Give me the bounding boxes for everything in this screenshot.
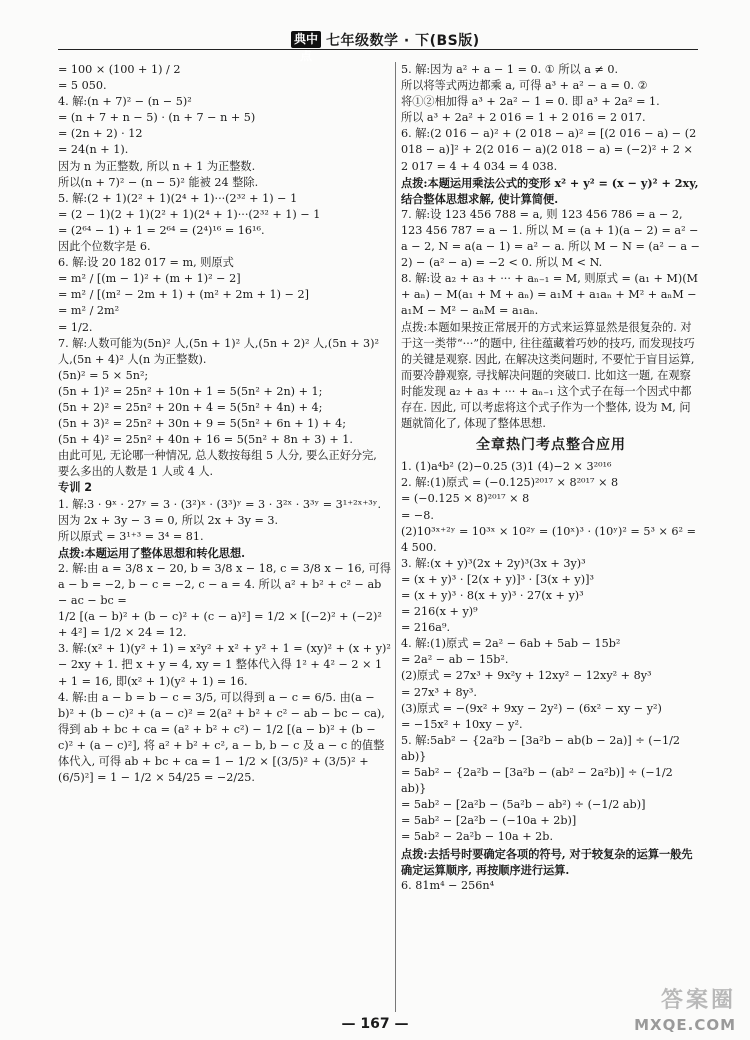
answer-line: 5. 解:(2 + 1)(2² + 1)(2⁴ + 1)···(2³² + 1) − 1 (58, 191, 298, 205)
answer-line: 7. 解:人数可能为(5n)² 人,(5n + 1)² 人,(5n + 2)² 人,(5n + 3)² 人,(5n + 4)² 人(n 为正整数). (58, 336, 379, 366)
answer-line: = m² / [(m² − 2m + 1) + (m² + 2m + 1) − 2] (58, 288, 310, 302)
answer-line: = 27x³ + 8y³. (401, 685, 477, 699)
answer-line: 3. 解:(x + y)³(2x + 2y)³(3x + 3y)³ (401, 556, 586, 570)
book-logo: 典中点 (291, 31, 321, 48)
answer-line: = (x + y)³ · 8(x + y)³ · 27(x + y)³ (401, 589, 584, 602)
answer-line: 1. 解:3 · 9ˣ · 27ʸ = 3 · (3²)ˣ · (3³)ʸ = 3 · 3²ˣ · 3³ʸ = 3¹⁺²ˣ⁺³ʸ. (58, 497, 382, 511)
answer-line: 因为 n 为正整数, 所以 n + 1 为正整数. (58, 159, 256, 173)
answer-line: 所以 a³ + 2a² + 2 016 = 1 + 2 016 = 2 017. (401, 111, 646, 125)
section-title: 全章热门考点整合应用 (476, 437, 626, 454)
book-title: 七年级数学 · 下(BS版) (326, 33, 480, 49)
answer-line: = 5ab² − 2a²b − 10a + 2b. (401, 830, 553, 844)
answer-line: = 5ab² − [2a²b − (5a²b − ab²) ÷ (−1/2 ab)] (401, 798, 646, 812)
answer-line: = 5 050. (58, 79, 107, 93)
answer-line: (5n + 2)² = 25n² + 20n + 4 = 5(5n² + 4n) + 4; (58, 400, 323, 414)
answer-line: 6. 解:设 20 182 017 = m, 则原式 (58, 256, 234, 270)
answer-line: 1/2 [(a − b)² + (b − c)² + (c − a)²] = 1/2 × [(−2)² + (−2)² + 4²] = 1/2 × 24 = 12. (58, 610, 382, 640)
answer-line: 所以(n + 7)² − (n − 5)² 能被 24 整除. (58, 175, 259, 189)
answer-line: (5n + 4)² = 25n² + 40n + 16 = 5(5n² + 8n + 3) + 1. (58, 433, 353, 447)
answer-line: 4. 解:(1)原式 = 2a² − 6ab + 5ab − 15b² (401, 637, 621, 651)
tip-line: 点拨:去括号时要确定各项的符号, 对于较复杂的运算一般先确定运算顺序, 再按顺序进行运算. (401, 846, 693, 877)
answer-line: = m² / [(m − 1)² + (m + 1)² − 2] (58, 272, 241, 286)
answer-line: = 24(n + 1). (58, 143, 129, 157)
answer-line: = 2a² − ab − 15b². (401, 653, 509, 667)
page-number: — 167 — (341, 1016, 409, 1032)
answer-line: = 1/2. (58, 320, 93, 334)
watermark-logo: 答案圈 (660, 988, 736, 1013)
answer-line: 因为 2x + 3y − 3 = 0, 所以 2x + 3y = 3. (58, 513, 279, 527)
page-header (0, 0, 750, 63)
answer-line: = 216a⁹. (401, 621, 450, 635)
answer-line: 3. 解:(x² + 1)(y² + 1) = x²y² + x² + y² + 1 = (xy)² + (x + y)² − 2xy + 1. 把 x + y = 4, xy = 1 整体代入得 1² + 4² − 2 × 1 + 1 = 16, 即(x² + 1)(y² + 1) = 16. (58, 642, 391, 688)
left-column (58, 62, 391, 786)
answer-line: 将①②相加得 a³ + 2a² − 1 = 0. 即 a³ + 2a² = 1. (401, 95, 660, 109)
answer-line: = −8. (401, 508, 434, 522)
answer-line: 4. 解:(n + 7)² − (n − 5)² (58, 95, 192, 109)
answer-line: = 100 × (100 + 1) / 2 (58, 63, 181, 76)
answer-line: = 5ab² − [2a²b − (−10a + 2b)] (401, 814, 577, 828)
tip-line: 点拨:本题运用了整体思想和转化思想. (58, 545, 246, 560)
answer-line: 5. 解:5ab² − {2a²b − [3a²b − ab(b − 2a)] ÷ (−1/2 ab)} (401, 733, 681, 763)
answer-line: (5n)² = 5 × 5n²; (58, 368, 149, 382)
answer-line: = (2⁶⁴ − 1) + 1 = 2⁶⁴ = (2⁴)¹⁶ = 16¹⁶. (58, 223, 265, 237)
answer-line: 6. 解:(2 016 − a)² + (2 018 − a)² = [(2 016 − a) − (2 018 − a)]² + 2(2 016 − a)(2 018 − a) = (−2)² + 2 × 2 017 = 4 + 4 034 = 4 038. (401, 127, 697, 173)
answer-line: 所以将等式两边都乘 a, 可得 a³ + a² − a = 0. ② (401, 79, 648, 93)
answer-line: 4. 解:由 a − b = b − c = 3/5, 可以得到 a − c = 6/5. 由(a − b)² + (b − c)² + (a − c)² = 2(a² + b² + c² − ab − bc − ca), 得到 ab + bc + ca = (a² + b² + c²) − 1/2 [(a − b)² + (b − c)² + (a − c)²], 将 a² + b² + c², a − b, b − c 及 a − c 的值整体代入, 可得 ab + bc + ca = 1 − 1/2 × [(3/5)² + (3/5)² + (6/5)²] = 1 − 1/2 × 54/25 = −2/25. (58, 690, 385, 785)
answer-line: = (n + 7 + n − 5) · (n + 7 − n + 5) (58, 111, 256, 125)
answer-line: 2. 解:(1)原式 = (−0.125)²⁰¹⁷ × 8²⁰¹⁷ × 8 (401, 476, 619, 490)
answer-line: (5n + 1)² = 25n² + 10n + 1 = 5(5n² + 2n) + 1; (58, 384, 323, 398)
answer-line: 6. 81m⁴ − 256n⁴ (401, 878, 495, 892)
answer-line: = 216(x + y)⁹ (401, 605, 478, 619)
answer-line: 由此可见, 无论哪一种情况, 总人数按每组 5 人分, 要么正好分完, 要么多出的人数是 1 人或 4 人. (58, 449, 377, 479)
answer-line: (2)原式 = 27x³ + 9x²y + 12xy² − 12xy² + 8y³ (401, 669, 652, 683)
answer-line: 所以原式 = 3¹⁺³ = 3⁴ = 81. (58, 529, 204, 543)
answer-line: = −15x² + 10xy − y². (401, 717, 523, 731)
answer-line: = m² / 2m² (58, 304, 120, 318)
answer-line: (2)10³ˣ⁺²ʸ = 10³ˣ × 10²ʸ = (10ˣ)³ · (10ʸ)² = 5³ × 6² = 4 500. (401, 524, 696, 554)
answer-line: = 5ab² − {2a²b − [3a²b − (ab² − 2a²b)] ÷ (−1/2 ab)} (401, 766, 673, 796)
answer-line: = (−0.125 × 8)²⁰¹⁷ × 8 (401, 492, 530, 506)
answer-line: = (2 − 1)(2 + 1)(2² + 1)(2⁴ + 1)···(2³² + 1) − 1 (58, 207, 321, 221)
answer-line: 1. (1)a⁴b² (2)−0.25 (3)1 (4)−2 × 3²⁰¹⁶ (401, 460, 612, 474)
answer-line: 5. 解:因为 a² + a − 1 = 0. ① 所以 a ≠ 0. (401, 63, 619, 76)
tip-line: 点拨:本题如果按正常展开的方式来运算显然是很复杂的. 对于这一类带“···”的题中, 往往蕴藏着巧妙的技巧, 而发现技巧的关键是观察. 因此, 在解决这类问题时, 不要忙于盲目运算, 而要冷静观察, 寻找解决问题的突破口. 比如这一题, 在观察时能发现 a₂ + a₃ + ··· + aₙ₋₁ 这个式子在每一个因式中都存在. 因此, 可以考虑将这个式子作为一个整体, 设为 M, 问题就简化了, 体现了整体思想. (401, 320, 695, 431)
answer-line: 2. 解:由 a = 3/8 x − 20, b = 3/8 x − 18, c = 3/8 x − 16, 可得 a − b = −2, b − c = −2, c − a = 4. 所以 a² + b² + c² − ab − ac − bc = (58, 561, 391, 608)
answer-line: = (2n + 2) · 12 (58, 127, 143, 141)
answer-line: 因此个位数字是 6. (58, 240, 151, 254)
watermark-site: MXQE.COM (634, 1016, 736, 1034)
answer-line: 7. 解:设 123 456 788 = a, 则 123 456 786 = a − 2, 123 456 787 = a − 1. 所以 M = (a + 1)(a − 2) = a² − a − 2, N = a(a − 1) = a² − a. 所以 M − N = (a² − a − 2) − (a² − a) = −2 < 0. 所以 M < N. (401, 207, 700, 270)
answer-line: 8. 解:设 a₂ + a₃ + ··· + aₙ₋₁ = M, 则原式 = (a₁ + M)(M + aₙ) − M(a₁ + M + aₙ) = a₁M + a₁aₙ + M² + aₙM − a₁M − M² − aₙM = a₁aₙ. (401, 272, 699, 318)
right-column (401, 62, 701, 894)
section-heading: 专训 2 (58, 481, 93, 495)
answer-line: = (x + y)³ · [2(x + y)]³ · [3(x + y)]³ (401, 572, 594, 586)
answer-line: (5n + 3)² = 25n² + 30n + 9 = 5(5n² + 6n + 1) + 4; (58, 417, 347, 431)
answer-line: (3)原式 = −(9x² + 9xy − 2y²) − (6x² − xy − y²) (401, 701, 662, 715)
tip-line: 点拨:本题运用乘法公式的变形 x² + y² = (x − y)² + 2xy, 结合整体思想求解, 使计算简便. (401, 175, 699, 206)
header-rule (58, 49, 698, 50)
column-divider (395, 62, 396, 1012)
